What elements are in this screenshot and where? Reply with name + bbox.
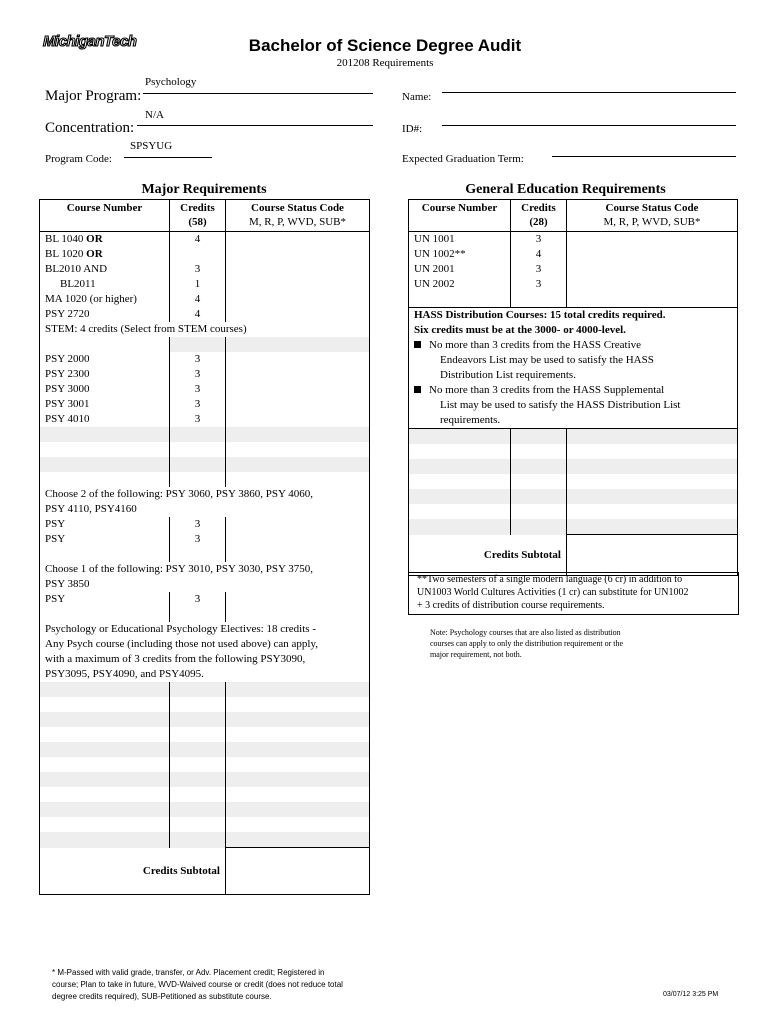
table-row: MA 1020 (or higher) 4 xyxy=(40,292,370,307)
table-row: BL2010 AND 3 xyxy=(40,262,370,277)
status-cell[interactable] xyxy=(226,397,370,412)
table-row: STEM: 4 credits (Select from STEM courses) xyxy=(40,322,370,337)
status-cell[interactable] xyxy=(567,232,738,248)
status-cell[interactable] xyxy=(567,262,738,277)
major-requirements-table: Course Number Credits (58) Course Status Code M, R, P, WVD, SUB* BL 1040 OR 4 BL 1020 OR BL2010 AND 3 BL2011 1 MA 1020 (or higher) 4 PSY 2720 4 STEM: 4 credits (Select from STEM courses) PSY 2000 3 PSY 2300 3 PSY 3000 3 PSY 3001 3 PSY 4010 3 Choose 2 of the following: PSY 3060, PSY 3860, PSY 4060, PSY 4110, PSY4160 PSY 3 PSY 3 Choose 1 of the following: PSY 3010, PSY 3030, PSY 3750, PSY 3850 PSY 3 Psychology or Educational Psychology Electives: 18 credits - Any Psych course (including those not used above) can apply, with a maximum of 3 credits from the following PSY3090, PSY3095, PSY4090, and PSY4095. Credits Subtotal xyxy=(39,199,370,895)
name-field[interactable] xyxy=(442,92,736,93)
table-row: PSY 3 xyxy=(40,532,370,547)
status-cell[interactable] xyxy=(226,337,370,352)
status-cell[interactable] xyxy=(226,352,370,367)
table-row: PSY 3 xyxy=(40,517,370,532)
status-cell[interactable] xyxy=(567,247,738,262)
distribution-note: Note: Psychology courses that are also listed as distribution courses can apply to only the distribution requirement or the major requirement, not both. xyxy=(430,628,624,659)
id-label: ID#: xyxy=(402,123,423,135)
requirements-year: 201208 Requirements xyxy=(336,57,434,69)
grad-term-field[interactable] xyxy=(552,156,736,157)
table-row: PSY 3000 3 xyxy=(40,382,370,397)
name-label: Name: xyxy=(402,91,432,103)
table-row: UN 1001 3 xyxy=(409,232,738,248)
major-requirements-title: Major Requirements xyxy=(141,182,267,197)
table-row: UN 2002 3 xyxy=(409,277,738,292)
table-row: PSY 4010 3 xyxy=(40,412,370,427)
major-program-value: Psychology xyxy=(145,76,197,88)
major-credits-subtotal-field[interactable] xyxy=(226,848,370,895)
language-footnote-box: **Two semesters of a single modern language (6 cr) in addition to UN1003 World Cultures Activities (1 cr) can substitute for UN1002 + 3 credits of distribution course requirements. xyxy=(408,572,739,615)
page-title: Bachelor of Science Degree Audit xyxy=(248,36,522,55)
bullet-icon xyxy=(414,386,421,393)
print-timestamp: 03/07/12 3:25 PM xyxy=(663,991,719,998)
concentration-value: N/A xyxy=(145,109,164,121)
status-cell[interactable] xyxy=(226,367,370,382)
table-row: BL2011 1 xyxy=(40,277,370,292)
col-credits: Credits (58) xyxy=(170,200,226,232)
gened-requirements-table: Course Number Credits (28) Course Status Code M, R, P, WVD, SUB* UN 1001 3 UN 1002** 4 UN 2001 3 UN 2002 3 HASS Distribution Courses: 15 total credits required. Six credits must be at the 3000- or 4000-level. No more than 3 credits from the HASS Creative Endeavors List may be used to satisfy the HASS Distribution List requirements. No more than 3 credits from the HASS Supplemental List may be used to satisfy the HASS Distribution List requirements. Credits Subtotal xyxy=(408,199,738,576)
status-cell[interactable] xyxy=(226,517,370,532)
program-code-label: Program Code: xyxy=(45,153,112,165)
id-field[interactable] xyxy=(442,125,736,126)
status-cell[interactable] xyxy=(226,232,370,248)
table-row: PSY 2720 4 xyxy=(40,307,370,322)
table-row: BL 1020 OR xyxy=(40,247,370,262)
status-cell[interactable] xyxy=(226,247,370,262)
table-row: BL 1040 OR 4 xyxy=(40,232,370,248)
table-row: PSY 2000 3 xyxy=(40,352,370,367)
status-cell[interactable] xyxy=(226,307,370,322)
major-program-field[interactable] xyxy=(143,93,373,94)
gened-credits-subtotal-label: Credits Subtotal xyxy=(409,535,567,576)
status-code-legend: * M-Passed with valid grade, transfer, or Adv. Placement credit; Registered in course; Plan to take in future, WVD-Waived course or credit (does not reduce total degree credits required), SUB-Petitioned as substitute course. xyxy=(52,968,343,1001)
major-program-label: Major Program: xyxy=(45,88,142,104)
status-cell[interactable] xyxy=(226,412,370,427)
gened-credits-subtotal-field[interactable] xyxy=(567,535,738,576)
table-row xyxy=(40,337,370,352)
concentration-field[interactable] xyxy=(137,125,373,126)
col-course-number: Course Number xyxy=(409,200,511,232)
program-code-value: SPSYUG xyxy=(130,140,173,152)
table-row: PSY 2300 3 xyxy=(40,367,370,382)
status-cell[interactable] xyxy=(226,277,370,292)
michigan-tech-logo: MichiganTech xyxy=(43,33,137,50)
program-code-field[interactable] xyxy=(124,157,212,158)
table-row: UN 1002** 4 xyxy=(409,247,738,262)
status-cell[interactable] xyxy=(226,592,370,607)
concentration-label: Concentration: xyxy=(45,120,135,136)
grad-term-label: Expected Graduation Term: xyxy=(402,153,524,165)
col-course-number: Course Number xyxy=(40,200,170,232)
col-status: Course Status Code M, R, P, WVD, SUB* xyxy=(567,200,738,232)
table-row: PSY 3 xyxy=(40,592,370,607)
gened-requirements-title: General Education Requirements xyxy=(465,182,666,197)
status-cell[interactable] xyxy=(567,277,738,292)
table-row: PSY 3001 3 xyxy=(40,397,370,412)
col-status: Course Status Code M, R, P, WVD, SUB* xyxy=(226,200,370,232)
status-cell[interactable] xyxy=(226,292,370,307)
col-credits: Credits (28) xyxy=(511,200,567,232)
status-cell[interactable] xyxy=(226,532,370,547)
bullet-icon xyxy=(414,341,421,348)
status-cell[interactable] xyxy=(226,382,370,397)
status-cell[interactable] xyxy=(226,262,370,277)
table-row: UN 2001 3 xyxy=(409,262,738,277)
major-credits-subtotal-label: Credits Subtotal xyxy=(40,848,226,895)
